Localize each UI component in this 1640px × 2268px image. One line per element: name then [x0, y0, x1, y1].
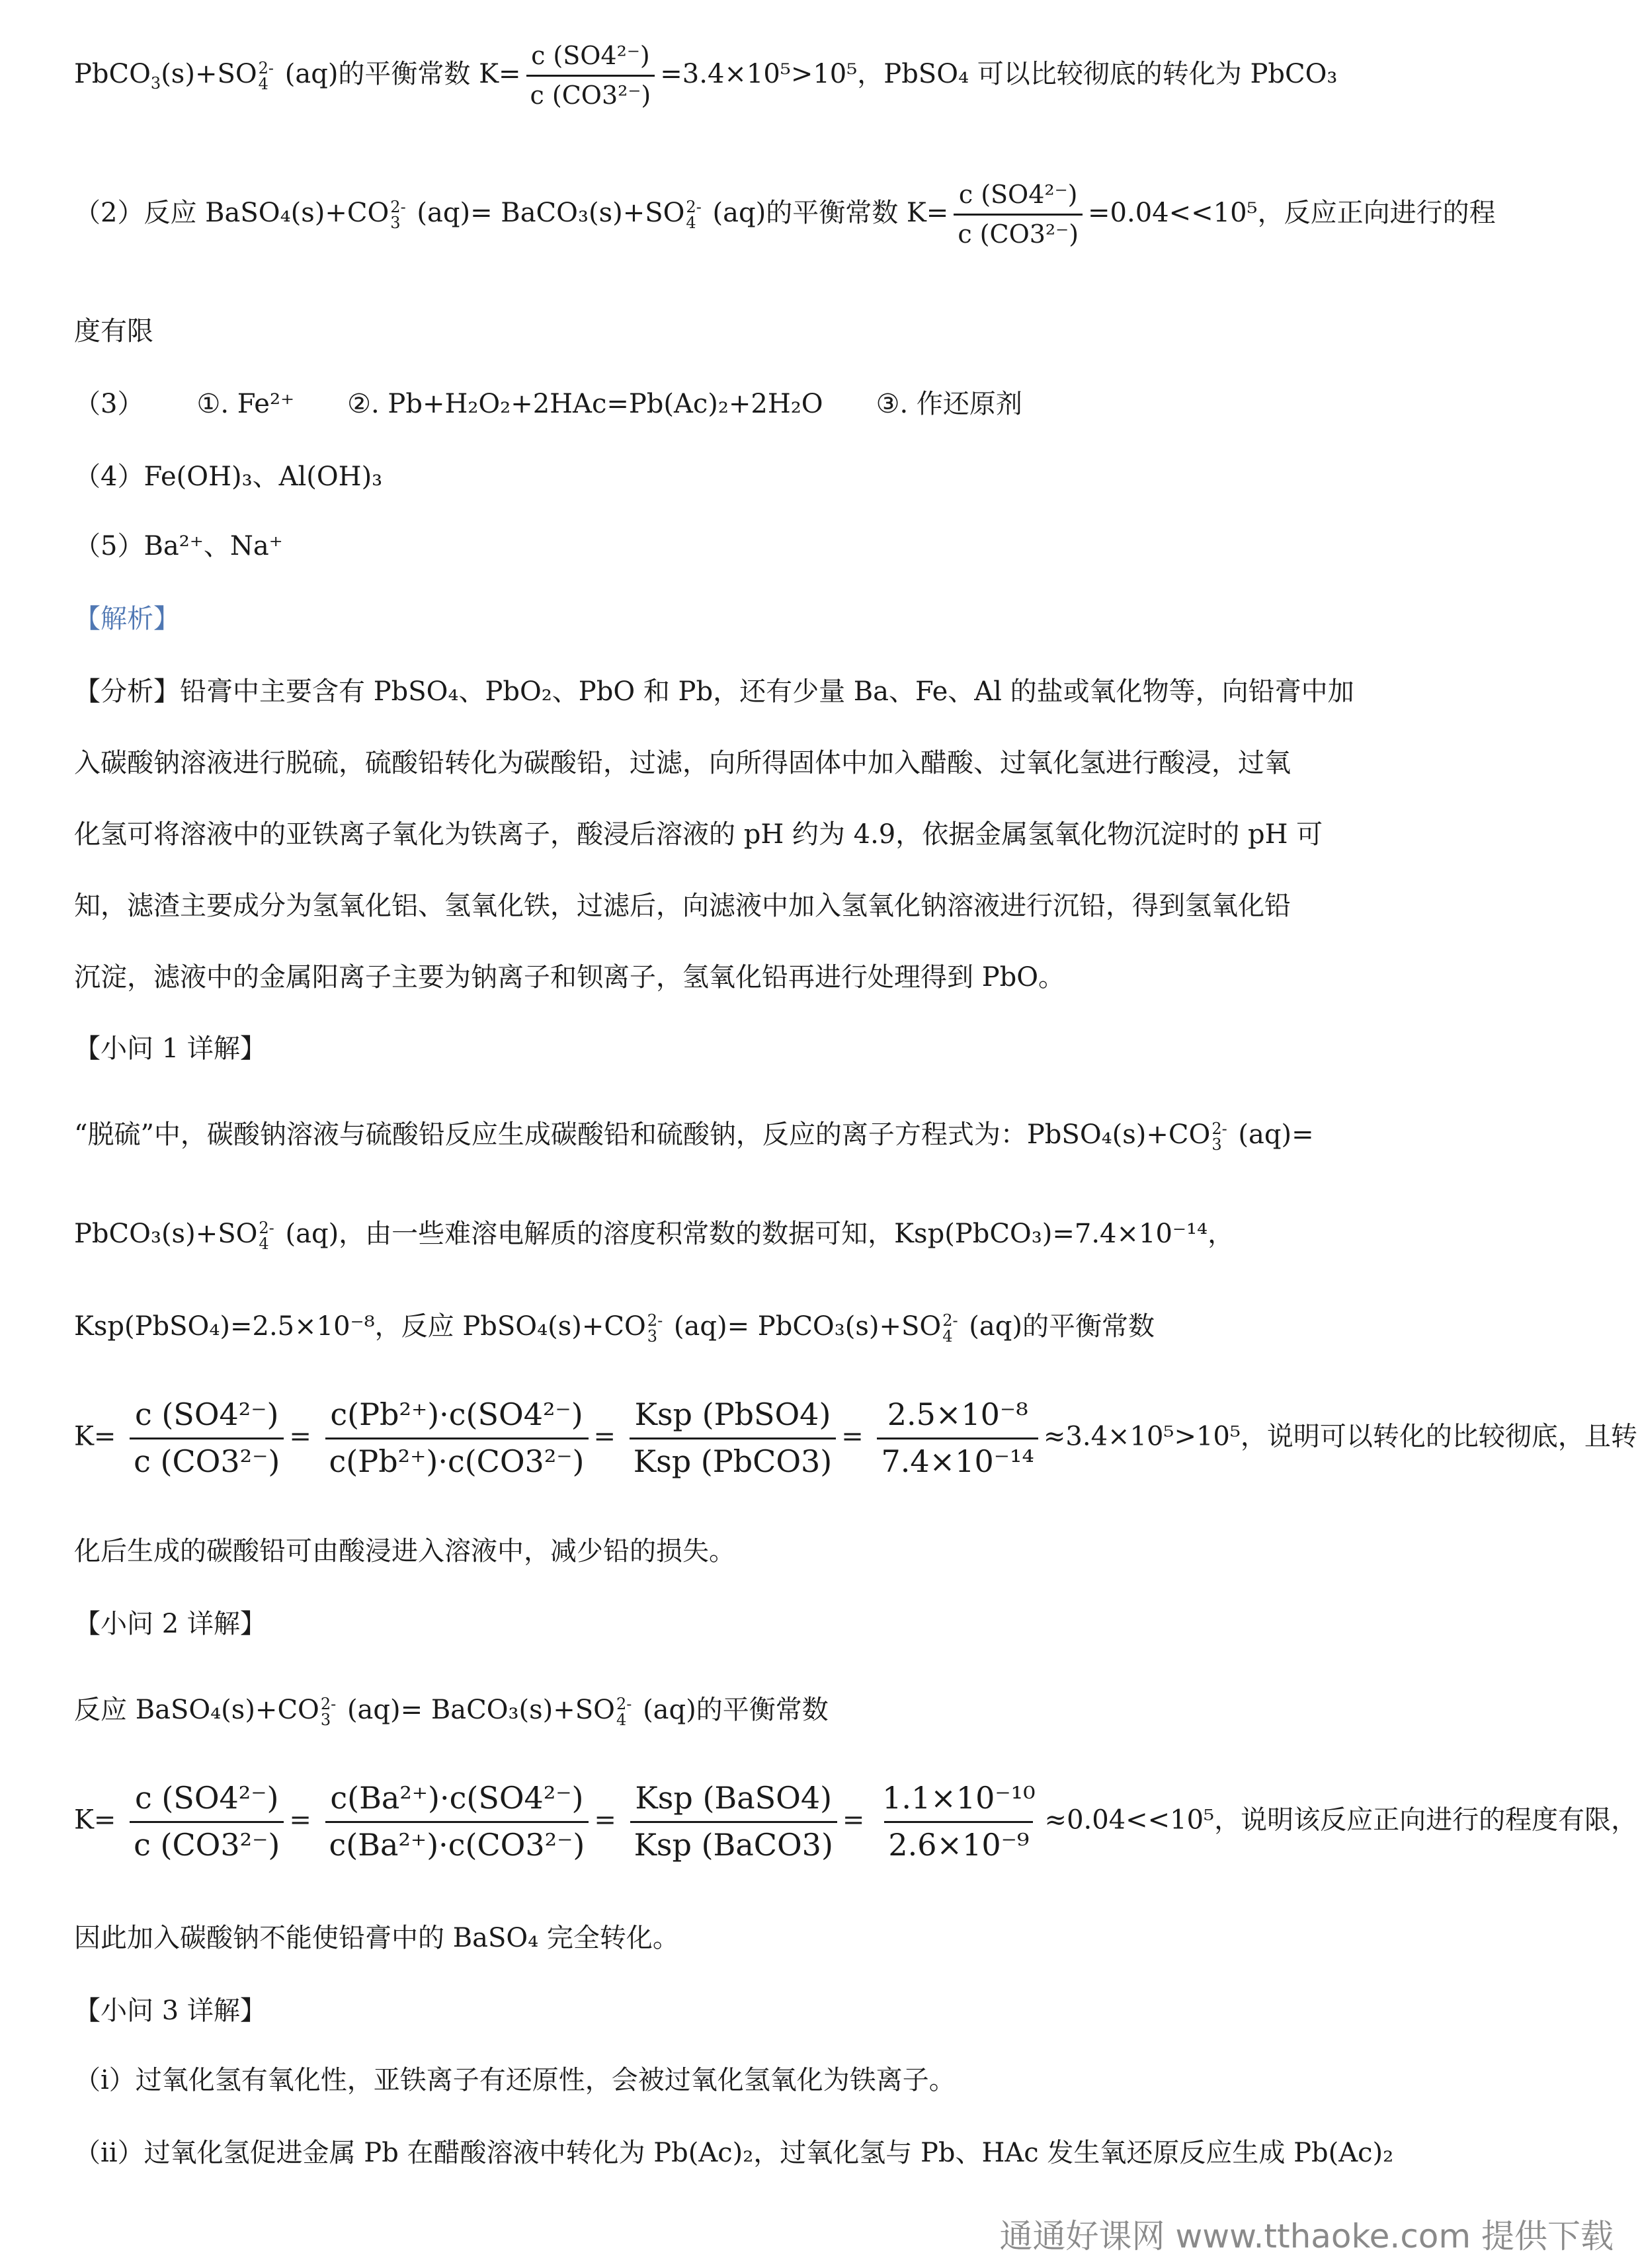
text: ≈3.4×10⁵>10⁵，说明可以转化的比较彻底，且转 [1043, 1421, 1637, 1452]
text: (aq)的平衡常数 K= [276, 58, 521, 89]
denominator: c (CO3²⁻) [526, 75, 655, 112]
answer-4-line: （4）Fe(OH)₃、Al(OH)₃ [74, 462, 383, 492]
superscript: 2- [616, 1695, 632, 1713]
fraction [954, 179, 1083, 251]
subscript: 3 [150, 73, 161, 93]
numerator: c(Pb²⁺)·c(SO4²⁻) [330, 1397, 583, 1432]
numerator: c (SO4²⁻) [134, 1397, 279, 1432]
fraction [130, 1395, 284, 1482]
subscript: 4 [259, 1235, 269, 1253]
fraction [526, 40, 655, 112]
text: =0.04<<10⁵，反应正向进行的程 [1088, 197, 1496, 228]
text: (s)+SO [161, 58, 257, 89]
ion-charge [616, 1696, 632, 1728]
denominator: 7.4×10⁻¹⁴ [877, 1438, 1038, 1482]
q3-line: （ⅰ）过氧化氢有氧化性，亚铁离子有还原性，会被过氧化氢氧化为铁离子。 [74, 2065, 956, 2095]
numerator: c (SO4²⁻) [134, 1780, 279, 1816]
subscript: 3 [1211, 1135, 1222, 1154]
ion-charge [259, 1220, 274, 1252]
q3-header: 【小问 3 详解】 [74, 1996, 266, 2026]
text: (aq)= BaCO₃(s)+SO [408, 197, 685, 228]
analysis-line: 知，滤渣主要成分为氢氧化铝、氢氧化铁，过滤后，向滤液中加入氢氧化钠溶液进行沉铅，得到氢氧化铅 [74, 891, 1291, 921]
numerator: c (SO4²⁻) [958, 180, 1078, 209]
text: (aq)= PbCO₃(s)+SO [665, 1311, 942, 1342]
superscript: 2- [258, 58, 274, 77]
ion-charge [321, 1696, 336, 1728]
q2-header: 【小问 2 详解】 [74, 1609, 266, 1639]
numerator: Ksp (PbSO4) [634, 1397, 831, 1432]
numerator: c (SO4²⁻) [531, 41, 650, 70]
subscript: 3 [390, 213, 401, 232]
analysis-line: 【分析】铅膏中主要含有 PbSO₄、PbO₂、PbO 和 Pb，还有少量 Ba、Fe、Al 的盐或氧化物等，向铅膏中加 [74, 676, 1354, 707]
text: PbCO [74, 58, 151, 89]
q3-line: （ⅱ）过氧化氢促进金属 Pb 在醋酸溶液中转化为 Pb(Ac)₂，过氧化氢与 Pb、HAc 发生氧还原反应生成 Pb(Ac)₂ [74, 2138, 1394, 2168]
text: ≈0.04<<10⁵，说明该反应正向进行的程度有限， [1044, 1804, 1638, 1836]
text: (aq)= BaCO₃(s)+SO [339, 1695, 615, 1725]
ion-charge [259, 60, 274, 92]
subscript: 3 [647, 1327, 658, 1346]
denominator: c (CO3²⁻) [954, 214, 1083, 251]
q2-line [74, 1693, 1574, 1728]
text: ③. 作还原剂 [876, 389, 1022, 419]
denominator: c (CO3²⁻) [130, 1821, 284, 1865]
superscript: 2- [686, 197, 702, 216]
ion-charge [647, 1313, 663, 1344]
text: (aq)的平衡常数 K= [704, 197, 949, 228]
subscript: 4 [686, 213, 696, 232]
text: K= [74, 1421, 116, 1452]
fraction [630, 1395, 837, 1482]
q2-line: 因此加入碳酸钠不能使铅膏中的 BaSO₄ 完全转化。 [74, 1923, 679, 1953]
ion-charge [686, 199, 701, 231]
superscript: 2- [259, 1219, 274, 1237]
subscript: 4 [616, 1711, 627, 1729]
superscript: 2- [390, 197, 406, 216]
text: (aq)，由一些难溶电解质的溶度积常数的数据可知，Ksp(PbCO₃)=7.4×10⁻¹⁴， [276, 1219, 1235, 1249]
superscript: 2- [320, 1695, 337, 1713]
subscript: 3 [320, 1711, 331, 1729]
fraction [325, 1779, 589, 1865]
denominator: c(Ba²⁺)·c(CO3²⁻) [325, 1821, 589, 1865]
text: “脱硫”中，碳酸钠溶液与硫酸铅反应生成碳酸铅和硫酸钠，反应的离子方程式为：PbSO₄(s)+CO [74, 1119, 1211, 1150]
q1-equation: K= $\frac{\text{c (SO4²⁻)}}{\text{c (CO3²⁻)}}$ = $\frac{\text{c(Pb²⁺)·c(SO4²⁻)}}{\text{c(Pb²⁺)·c(CO3²⁻)}}$ = $\frac{\text{Ksp (PbSO4)}}{\text{Ksp (PbCO3)}}$ = $\frac{\text{2.5×10⁻⁸}}{\text{7.4×10⁻¹⁴}}$ ≈3.4×10⁵>10⁵，说明可以转化的比较彻底，且转 [74, 1395, 1574, 1482]
subscript: 4 [942, 1327, 953, 1346]
superscript: 2- [942, 1311, 958, 1330]
fraction [325, 1395, 589, 1482]
answer-3-line [74, 387, 1574, 421]
denominator: Ksp (BaCO3) [630, 1821, 837, 1865]
numerator: 2.5×10⁻⁸ [887, 1397, 1028, 1432]
analysis-line: 沉淀，滤液中的金属阳离子主要为钠离子和钡离子，氢氧化铅再进行处理得到 PbO。 [74, 962, 1065, 992]
numerator: c(Ba²⁺)·c(SO4²⁻) [330, 1780, 584, 1816]
text: Ksp(PbSO₄)=2.5×10⁻⁸，反应 PbSO₄(s)+CO [74, 1311, 646, 1342]
fraction [878, 1779, 1039, 1865]
subscript: 4 [258, 74, 268, 93]
ion-charge [390, 199, 405, 231]
q1-line [74, 1217, 1574, 1252]
numerator: Ksp (BaSO4) [635, 1780, 833, 1816]
q2-equation: K= $\frac{\text{c (SO4²⁻)}}{\text{c (CO3²⁻)}}$ = $\frac{\text{c(Ba²⁺)·c(SO4²⁻)}}{\text{c(Ba²⁺)·c(CO3²⁻)}}$ = $\frac{\text{Ksp (BaSO4)}}{\text{Ksp (BaCO3)}}$ = $\frac{\text{1.1×10⁻¹⁰}}{\text{2.6×10⁻⁹}}$ ≈0.04<<10⁵，说明该反应正向进行的程度有限， [74, 1779, 1574, 1865]
footer-watermark: 通通好课网 www.tthaoke.com 提供下载 [999, 2217, 1614, 2255]
answer-2-continued: 度有限 [74, 316, 153, 346]
text: (aq)的平衡常数 [634, 1695, 829, 1725]
text: PbCO₃(s)+SO [74, 1219, 258, 1249]
q1-line: 化后生成的碳酸铅可由酸浸进入溶液中，减少铅的损失。 [74, 1536, 735, 1566]
analysis-header: 【解析】 [74, 604, 180, 634]
fraction [130, 1779, 284, 1865]
text: =3.4×10⁵>10⁵，PbSO₄ 可以比较彻底的转化为 PbCO₃ [660, 58, 1338, 89]
denominator: c(Pb²⁺)·c(CO3²⁻) [325, 1438, 589, 1482]
q1-line [74, 1309, 1574, 1344]
text: (aq)= [1229, 1119, 1314, 1150]
text: （3） [74, 389, 144, 419]
superscript: 2- [647, 1311, 663, 1330]
q1-header: 【小问 1 详解】 [74, 1033, 266, 1064]
denominator: 2.6×10⁻⁹ [884, 1821, 1033, 1865]
denominator: c (CO3²⁻) [130, 1438, 284, 1482]
denominator: Ksp (PbCO3) [630, 1438, 837, 1482]
text: ①. Fe²⁺ [196, 389, 295, 419]
answer-5-line: （5）Ba²⁺、Na⁺ [74, 531, 283, 561]
superscript: 2- [1211, 1119, 1227, 1138]
ion-charge [942, 1313, 958, 1344]
fraction [630, 1779, 837, 1865]
text: K= [74, 1804, 116, 1836]
fraction [877, 1395, 1038, 1482]
text: (aq)的平衡常数 [960, 1311, 1155, 1342]
numerator: 1.1×10⁻¹⁰ [882, 1780, 1036, 1816]
q1-line [74, 1117, 1574, 1153]
answer-1-line [74, 40, 1574, 112]
text: 反应 BaSO₄(s)+CO [74, 1695, 319, 1725]
text: ②. Pb+H₂O₂+2HAc=Pb(Ac)₂+2H₂O [347, 389, 823, 419]
text: （2）反应 BaSO₄(s)+CO [74, 197, 390, 228]
ion-charge [1211, 1121, 1227, 1153]
analysis-line: 入碳酸钠溶液进行脱硫，硫酸铅转化为碳酸铅，过滤，向所得固体中加入醋酸、过氧化氢进行酸浸，过氧 [74, 748, 1291, 778]
analysis-line: 化氢可将溶液中的亚铁离子氧化为铁离子，酸浸后溶液的 pH 约为 4.9，依据金属氢氧化物沉淀时的 pH 可 [74, 819, 1323, 850]
answer-2-line [74, 179, 1574, 251]
